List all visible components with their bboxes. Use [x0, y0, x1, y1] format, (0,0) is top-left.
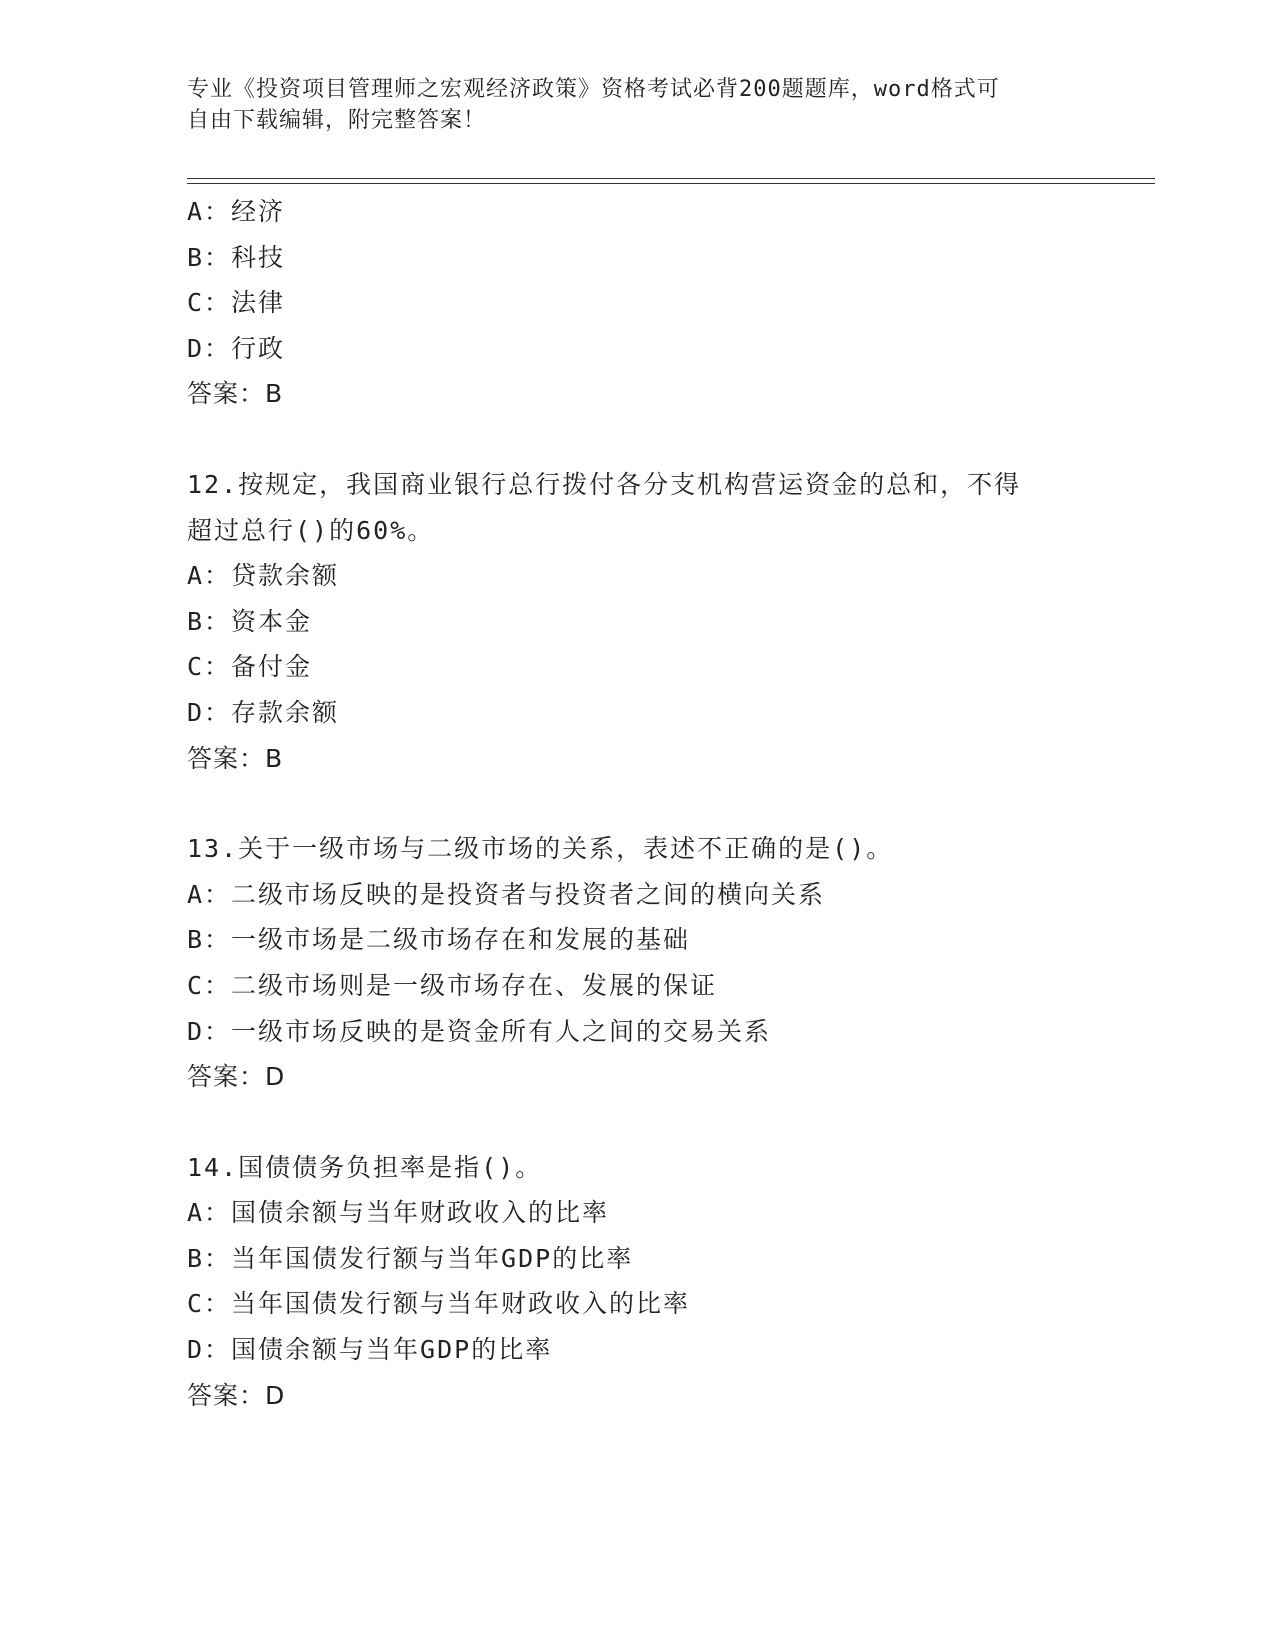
document-header	[187, 74, 1067, 136]
question-list	[187, 189, 1087, 1418]
option-b: B：资本金	[187, 606, 313, 636]
option-b: B：当年国债发行额与当年GDP的比率	[187, 1243, 634, 1273]
answer-line: 答案：D	[187, 1062, 286, 1092]
option-d: D：存款余额	[187, 697, 340, 727]
header-divider-top	[187, 178, 1155, 179]
header-divider-bottom	[187, 183, 1155, 184]
question-13	[187, 826, 1087, 1100]
question-14	[187, 1145, 1087, 1419]
option-d: D：行政	[187, 333, 286, 363]
answer-line: 答案：D	[187, 1380, 286, 1410]
option-b: B：一级市场是二级市场存在和发展的基础	[187, 925, 691, 955]
question-spacer	[187, 417, 1087, 462]
question-text-line-1: 14.国债债务负担率是指()。	[187, 1152, 543, 1182]
question-text-line-1: 13.关于一级市场与二级市场的关系，表述不正确的是()。	[187, 834, 894, 864]
question-text-line-2: 超过总行()的60%。	[187, 515, 435, 545]
option-a: A：贷款余额	[187, 561, 340, 591]
answer-line: 答案：B	[187, 743, 284, 773]
option-c: C：法律	[187, 288, 286, 318]
question-spacer	[187, 781, 1087, 826]
question-spacer	[187, 1100, 1087, 1145]
option-a: A：二级市场反映的是投资者与投资者之间的横向关系	[187, 879, 826, 909]
option-b: B：科技	[187, 242, 286, 272]
option-c: C：备付金	[187, 652, 313, 682]
question-11	[187, 189, 1087, 417]
question-text-line-1: 12.按规定，我国商业银行总行拨付各分支机构营运资金的总和，不得	[187, 469, 1022, 499]
question-12	[187, 462, 1087, 781]
option-d: D：一级市场反映的是资金所有人之间的交易关系	[187, 1016, 772, 1046]
option-c: C：当年国债发行额与当年财政收入的比率	[187, 1289, 691, 1319]
header-line-2: 自由下载编辑，附完整答案！	[187, 108, 487, 133]
option-d: D：国债余额与当年GDP的比率	[187, 1335, 553, 1365]
header-line-1: 专业《投资项目管理师之宏观经济政策》资格考试必背200题题库，word格式可	[187, 77, 1000, 102]
option-c: C：二级市场则是一级市场存在、发展的保证	[187, 970, 718, 1000]
option-a: A：国债余额与当年财政收入的比率	[187, 1198, 610, 1228]
answer-line: 答案：B	[187, 379, 284, 409]
option-a: A：经济	[187, 197, 286, 226]
